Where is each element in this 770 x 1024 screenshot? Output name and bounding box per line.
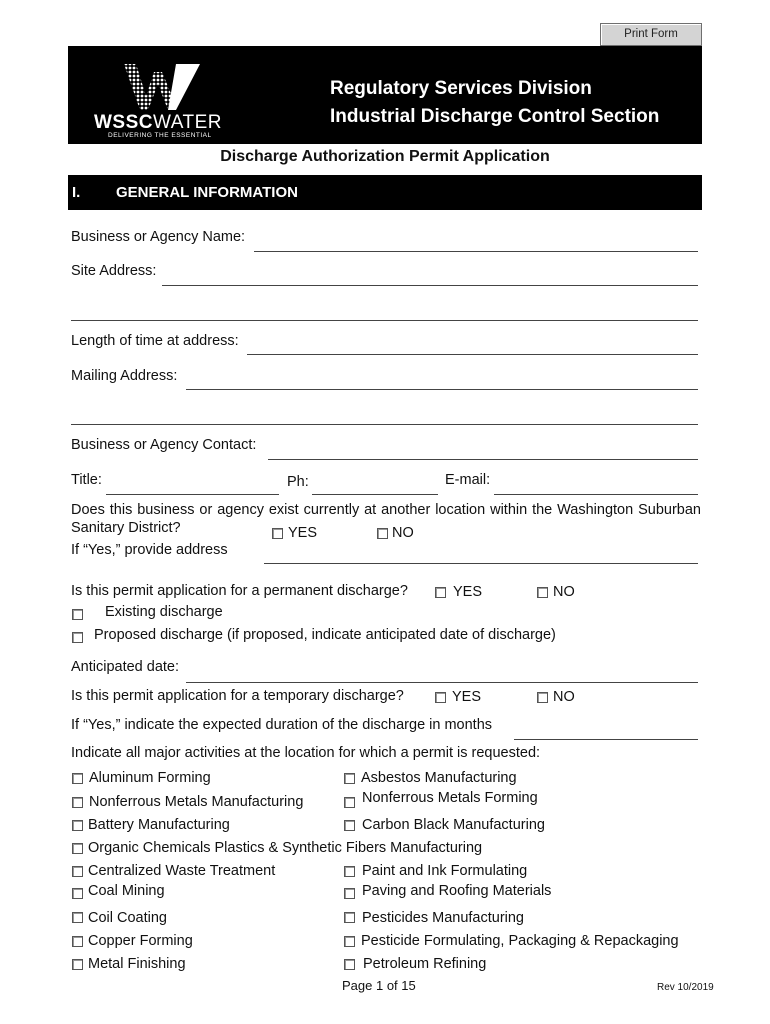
- activity-checkbox[interactable]: [344, 820, 355, 831]
- activity-label: Organic Chemicals Plastics & Synthetic Fibers Manufacturing: [88, 840, 483, 856]
- activity-checkbox[interactable]: [72, 866, 83, 877]
- section-number: I.: [72, 184, 81, 201]
- mailing-address-label: Mailing Address:: [71, 368, 178, 384]
- temporary-no-label: NO: [553, 689, 575, 705]
- header-section: Industrial Discharge Control Section: [330, 106, 660, 127]
- duration-field[interactable]: [514, 739, 698, 740]
- activity-checkbox[interactable]: [72, 773, 83, 784]
- anticipated-date-label: Anticipated date:: [71, 659, 180, 675]
- temporary-yes-checkbox[interactable]: [435, 692, 446, 703]
- activity-checkbox[interactable]: [344, 936, 355, 947]
- proposed-discharge-label: Proposed discharge (if proposed, indicate anticipated date of discharge): [94, 627, 556, 643]
- wssc-logo-icon: [92, 62, 212, 112]
- other-location-yes-label: YES: [288, 525, 318, 541]
- length-of-time-field[interactable]: [247, 354, 698, 355]
- anticipated-date-field[interactable]: [186, 682, 698, 683]
- activity-label: Battery Manufacturing: [88, 817, 230, 833]
- activity-label: Metal Finishing: [88, 956, 186, 972]
- activity-checkbox[interactable]: [344, 773, 355, 784]
- temporary-discharge-question: Is this permit application for a temporary discharge?: [71, 688, 404, 704]
- site-address-field[interactable]: [162, 285, 698, 286]
- header-division: Regulatory Services Division: [330, 78, 592, 99]
- permanent-discharge-question: Is this permit application for a permanent discharge?: [71, 583, 408, 599]
- title-label: Title:: [71, 472, 102, 488]
- activity-label: Pesticide Formulating, Packaging & Repackaging: [361, 933, 679, 949]
- section-header: [68, 175, 702, 210]
- activity-checkbox[interactable]: [344, 888, 355, 899]
- activity-checkbox[interactable]: [72, 888, 83, 899]
- activity-label: Centralized Waste Treatment: [88, 863, 276, 879]
- activity-label: Nonferrous Metals Manufacturing: [89, 794, 304, 810]
- mailing-address-field[interactable]: [186, 389, 698, 390]
- email-label: E-mail:: [445, 472, 491, 488]
- other-location-address-field[interactable]: [264, 563, 698, 564]
- activity-checkbox[interactable]: [72, 820, 83, 831]
- activity-checkbox[interactable]: [344, 912, 355, 923]
- activity-label: Pesticides Manufacturing: [362, 910, 524, 926]
- phone-field[interactable]: [312, 494, 438, 495]
- permanent-yes-checkbox[interactable]: [435, 587, 446, 598]
- permanent-yes-label: YES: [453, 584, 483, 600]
- activity-checkbox[interactable]: [72, 843, 83, 854]
- contact-field[interactable]: [268, 459, 698, 460]
- permanent-no-label: NO: [553, 584, 575, 600]
- other-location-no-checkbox[interactable]: [377, 528, 388, 539]
- business-name-field[interactable]: [254, 251, 698, 252]
- activity-checkbox[interactable]: [72, 797, 83, 808]
- duration-label: If “Yes,” indicate the expected duration of the discharge in months: [71, 717, 493, 733]
- email-field[interactable]: [494, 494, 698, 495]
- contact-label: Business or Agency Contact:: [71, 437, 257, 453]
- length-of-time-label: Length of time at address:: [71, 333, 239, 349]
- temporary-yes-label: YES: [452, 689, 482, 705]
- activity-label: Carbon Black Manufacturing: [362, 817, 545, 833]
- page-title: Discharge Authorization Permit Application: [220, 148, 550, 165]
- activity-checkbox[interactable]: [344, 959, 355, 970]
- print-form-button[interactable]: Print Form: [600, 23, 702, 46]
- site-address-label: Site Address:: [71, 263, 157, 279]
- other-location-question: Does this business or agency exist currently at another location within the Washington Suburban Sanitary District?: [71, 502, 701, 536]
- permanent-no-checkbox[interactable]: [537, 587, 548, 598]
- page-number: Page 1 of 15: [342, 978, 416, 993]
- title-field[interactable]: [106, 494, 279, 495]
- activity-label: Aluminum Forming: [89, 770, 211, 786]
- existing-discharge-checkbox[interactable]: [72, 609, 83, 620]
- mailing-address-field-2[interactable]: [71, 424, 698, 425]
- activity-checkbox[interactable]: [344, 866, 355, 877]
- other-location-no-label: NO: [392, 525, 414, 541]
- activity-label: Coil Coating: [88, 910, 167, 926]
- activity-label: Coal Mining: [88, 883, 165, 899]
- other-location-address-label: If “Yes,” provide address: [71, 542, 228, 558]
- activities-heading: Indicate all major activities at the location for which a permit is requested:: [71, 745, 541, 761]
- other-location-yes-checkbox[interactable]: [272, 528, 283, 539]
- site-address-field-2[interactable]: [71, 320, 698, 321]
- revision-date: Rev 10/2019: [657, 982, 714, 993]
- proposed-discharge-checkbox[interactable]: [72, 632, 83, 643]
- activity-label: Asbestos Manufacturing: [361, 770, 517, 786]
- phone-label: Ph:: [287, 474, 309, 490]
- temporary-no-checkbox[interactable]: [537, 692, 548, 703]
- logo-tagline: DELIVERING THE ESSENTIAL: [108, 132, 212, 139]
- existing-discharge-label: Existing discharge: [105, 604, 223, 620]
- activity-label: Petroleum Refining: [363, 956, 487, 972]
- activity-checkbox[interactable]: [72, 959, 83, 970]
- activity-checkbox[interactable]: [72, 936, 83, 947]
- activity-label: Paint and Ink Formulating: [362, 863, 528, 879]
- activity-label: Nonferrous Metals Forming: [362, 790, 538, 806]
- header-banner: [68, 46, 702, 144]
- activity-label: Paving and Roofing Materials: [362, 883, 552, 899]
- logo-wordmark: WSSCWATER: [94, 112, 222, 133]
- activity-checkbox[interactable]: [72, 912, 83, 923]
- activity-label: Copper Forming: [88, 933, 193, 949]
- section-title: GENERAL INFORMATION: [116, 184, 298, 201]
- business-name-label: Business or Agency Name:: [71, 229, 246, 245]
- activity-checkbox[interactable]: [344, 797, 355, 808]
